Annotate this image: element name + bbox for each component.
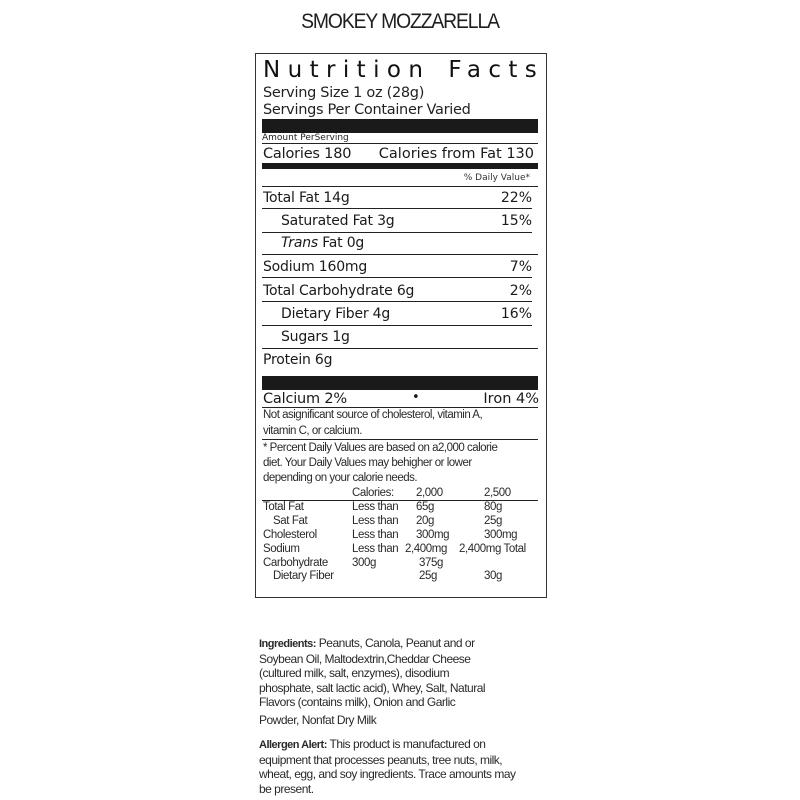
table-row — [263, 570, 543, 583]
not-significant-line-2: vitamin C, or calcium. — [263, 425, 362, 437]
ingredients-heading: Ingredients: — [259, 638, 316, 650]
calories: Calories 180 — [263, 146, 352, 162]
allergen-text: This product is manufactured on — [329, 737, 486, 751]
nutrient-protein: Protein 6g — [263, 352, 333, 368]
cell: 375g — [419, 557, 443, 569]
divider — [262, 232, 532, 233]
thick-divider — [262, 119, 538, 133]
not-significant-line-1: Not asignificant source of cholesterol, vitamin A, — [263, 409, 483, 421]
ingredients-line-6: Powder, Nonfat Dry Milk — [259, 712, 377, 727]
allergen-block — [259, 737, 559, 796]
calories-from-fat: Calories from Fat 130 — [378, 146, 534, 162]
table-row — [263, 529, 543, 542]
divider — [262, 254, 538, 255]
header-calories: Calories: — [352, 487, 394, 499]
dv-sodium: 7% — [509, 259, 532, 275]
cell: 300mg — [416, 529, 450, 541]
footnote-line-3: depending on your calorie needs. — [263, 472, 418, 484]
product-title: SMOKEY MOZZARELLA — [301, 10, 499, 33]
divider — [262, 186, 538, 187]
bullet-separator: • — [412, 390, 420, 405]
iron: Iron 4% — [483, 391, 539, 407]
calcium: Calcium 2% — [263, 391, 347, 407]
trans-italic: Trans — [281, 235, 318, 251]
medium-divider — [262, 163, 538, 169]
allergen-line-1 — [259, 737, 559, 753]
divider — [262, 143, 538, 144]
reference-table-header — [263, 487, 543, 500]
cell: Total Fat — [263, 501, 304, 513]
divider — [262, 407, 538, 408]
cell: 2,400mg — [405, 543, 447, 555]
ingredients-block — [259, 636, 559, 727]
cell: Less than — [352, 543, 399, 555]
cell: 20g — [416, 515, 434, 527]
divider — [262, 301, 532, 302]
divider — [262, 439, 538, 440]
serving-size: Serving Size 1 oz (28g) — [263, 85, 425, 101]
table-row — [263, 501, 543, 514]
daily-value-header: % Daily Value* — [463, 173, 530, 183]
cell: 25g — [484, 515, 502, 527]
nutrition-facts-title — [263, 57, 544, 83]
table-row — [263, 515, 543, 528]
cell: Less than — [352, 529, 399, 541]
cell: 300mg — [484, 529, 518, 541]
nutrient-saturated-fat: Saturated Fat 3g — [281, 213, 395, 229]
table-row — [263, 543, 543, 556]
ingredients-line-1 — [259, 636, 559, 652]
header-2500: 2,500 — [484, 487, 511, 499]
dv-total-carbohydrate: 2% — [509, 283, 532, 299]
nutrient-dietary-fiber: Dietary Fiber 4g — [281, 306, 391, 322]
cell: Less than — [352, 501, 399, 513]
footnote-line-2: diet. Your Daily Values may behigher or lower — [263, 457, 472, 469]
divider — [262, 208, 532, 209]
cell: Dietary Fiber — [273, 570, 334, 582]
allergen-line-2: equipment that processes peanuts, tree nuts, milk, — [259, 752, 503, 767]
header-2000: 2,000 — [416, 487, 443, 499]
title-nutrition: Nutrition — [263, 57, 431, 83]
cell: 300g — [352, 557, 376, 569]
cell: 25g — [419, 570, 437, 582]
table-row — [263, 557, 543, 570]
divider — [262, 348, 538, 349]
trans-fat-label: Fat 0g — [317, 235, 365, 251]
divider — [262, 325, 532, 326]
amount-per-serving: Amount PerServing — [262, 133, 349, 143]
footnote-line-1: * Percent Daily Values are based on a2,000 calorie — [263, 442, 498, 454]
cell: 65g — [416, 501, 434, 513]
cell: Sodium — [263, 543, 300, 555]
nutrient-sugars: Sugars 1g — [281, 329, 350, 345]
allergen-line-3: wheat, egg, and soy ingredients. Trace amounts may — [259, 767, 516, 781]
nutrient-total-fat: Total Fat 14g — [263, 190, 350, 206]
divider — [262, 277, 532, 278]
dv-total-fat: 22% — [500, 190, 532, 206]
allergen-heading: Allergen Alert: — [259, 739, 327, 751]
cell: 2,400mg Total — [459, 543, 526, 555]
nutrient-sodium: Sodium 160mg — [263, 259, 368, 275]
ingredients-line-4: phosphate, salt lactic acid), Whey, Salt, Natural — [259, 680, 486, 695]
ingredients-line-5: Flavors (contains milk), Onion and Garlic — [259, 695, 456, 709]
dv-dietary-fiber: 16% — [500, 306, 532, 322]
ingredients-line-2: Soybean Oil, Maltodextrin,Cheddar Cheese — [259, 651, 471, 666]
ingredients-text: Peanuts, Canola, Peanut and or — [318, 636, 475, 650]
cell: 80g — [484, 501, 502, 513]
cell: Carbohydrate — [263, 557, 328, 569]
nutrient-trans-fat — [281, 235, 364, 251]
cell: Less than — [352, 515, 399, 527]
thick-divider — [262, 376, 538, 390]
ingredients-line-3: (cultured milk, salt, enzymes), disodium — [259, 666, 450, 680]
cell: Sat Fat — [273, 515, 308, 527]
cell: Cholesterol — [263, 529, 317, 541]
servings-per-container: Servings Per Container Varied — [263, 102, 471, 118]
allergen-line-4: be present. — [259, 781, 314, 796]
title-facts: Facts — [448, 57, 545, 83]
cell: 30g — [484, 570, 502, 582]
nutrient-total-carbohydrate: Total Carbohydrate 6g — [263, 283, 415, 299]
dv-saturated-fat: 15% — [500, 213, 532, 229]
nutrition-facts-label — [255, 53, 547, 598]
